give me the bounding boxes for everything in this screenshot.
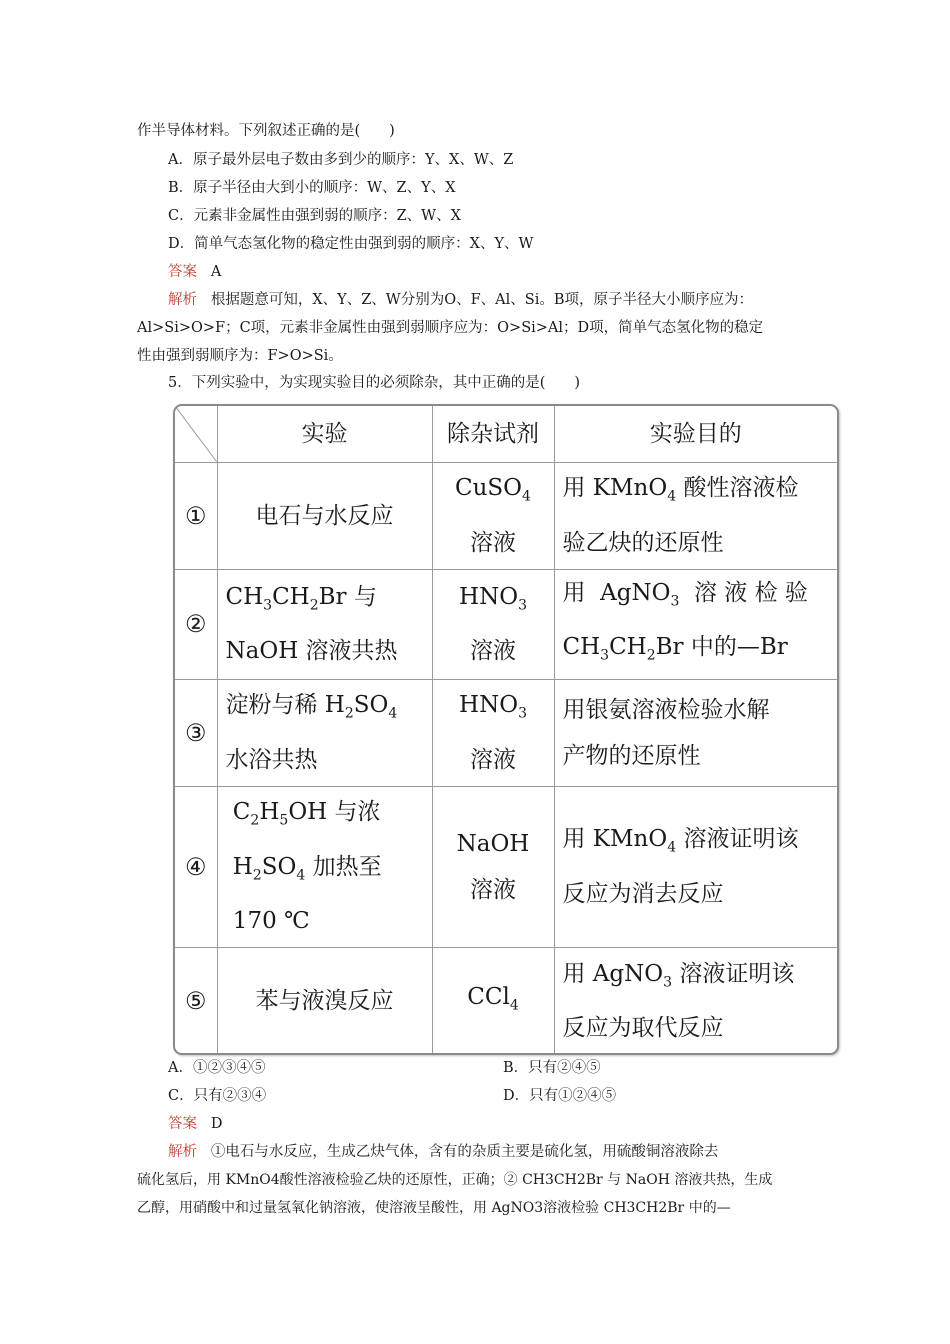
row-reagent: CuSO$_4$ 溶液 bbox=[432, 462, 554, 569]
row-number: ① bbox=[175, 462, 217, 569]
q4-option-a: A．原子最外层电子数由多到少的顺序：Y、X、W、Z bbox=[168, 152, 514, 168]
row-experiment: 苯与液溴反应 bbox=[217, 947, 432, 1054]
header-experiment: 实验 bbox=[217, 406, 432, 462]
row-experiment: $CH_3CH_2Br$ 与 NaOH 溶液共热 bbox=[217, 569, 432, 679]
q4-analysis-line-3: 性由强到弱顺序为：F>O>Si。 bbox=[137, 348, 343, 364]
table-header-row bbox=[175, 406, 837, 462]
table-row bbox=[175, 679, 837, 786]
q4-analysis-line-1 bbox=[168, 290, 753, 310]
q5-answer-value: D bbox=[210, 1116, 223, 1132]
q5-analysis-text-1: ①电石与水反应，生成乙炔气体，含有的杂质主要是硫化氢，用硫酸铜溶液除去 bbox=[210, 1144, 719, 1160]
q5-option-d: D．只有①②④⑤ bbox=[503, 1088, 617, 1104]
row-experiment: 电石与水反应 bbox=[217, 462, 432, 569]
header-reagent: 除杂试剂 bbox=[432, 406, 554, 462]
q4-analysis-line-2: Al>Si>O>F；C项，元素非金属性由强到弱顺序应为：O>Si>Al；D项，简单气态氢化物的稳定 bbox=[137, 320, 764, 336]
header-diagonal-cell bbox=[175, 406, 217, 462]
row-number: ② bbox=[175, 569, 217, 679]
q5-analysis-line-2: 硫化氢后，用 KMnO4酸性溶液检验乙炔的还原性，正确；② CH3CH2Br 与 NaOH 溶液共热，生成 bbox=[137, 1172, 773, 1188]
row-purpose: 用 KMnO$_4$ 酸性溶液检 验乙炔的还原性 bbox=[554, 462, 837, 569]
row-reagent: NaOH 溶液 bbox=[432, 786, 554, 947]
q4-stem-tail: 作半导体材料。下列叙述正确的是( ) bbox=[137, 123, 395, 139]
q5-option-b: B．只有②④⑤ bbox=[503, 1060, 601, 1076]
header-purpose: 实验目的 bbox=[554, 406, 837, 462]
row-number: ④ bbox=[175, 786, 217, 947]
q5-answer bbox=[168, 1114, 222, 1134]
q4-answer bbox=[168, 262, 221, 282]
q5-analysis-label: 解析 bbox=[168, 1144, 197, 1160]
experiment-table bbox=[173, 404, 839, 1055]
q4-option-b: B．原子半径由大到小的顺序：W、Z、Y、X bbox=[168, 180, 456, 196]
q4-analysis-label: 解析 bbox=[168, 292, 197, 308]
row-experiment: $C_2H_5OH$ 与浓 $H_2SO_4$ 加热至 170 ℃ bbox=[217, 786, 432, 947]
row-reagent: CCl$_4$ bbox=[432, 947, 554, 1054]
row-experiment: 淀粉与稀 $H_2SO_4$ 水浴共热 bbox=[217, 679, 432, 786]
q5-analysis-line-1 bbox=[168, 1142, 718, 1162]
q4-option-c: C．元素非金属性由强到弱的顺序：Z、W、X bbox=[168, 208, 461, 224]
row-purpose: 用 AgNO$_3$ 溶 液 检 验 $CH_3CH_2Br$ 中的—Br bbox=[554, 569, 837, 679]
q4-option-d: D．简单气态氢化物的稳定性由强到弱的顺序：X、Y、W bbox=[168, 236, 534, 252]
q4-answer-value: A bbox=[210, 264, 222, 280]
row-reagent: $HNO_3$ 溶液 bbox=[432, 569, 554, 679]
q4-analysis-text-1: 根据题意可知，X、Y、Z、W分别为O、F、Al、Si。B项，原子半径大小顺序应为： bbox=[210, 292, 753, 308]
table-row bbox=[175, 786, 837, 947]
q5-analysis-line-3: 乙醇，用硝酸中和过量氢氧化钠溶液，使溶液呈酸性，用 AgNO3溶液检验 CH3CH2Br 中的— bbox=[137, 1200, 731, 1216]
table-row bbox=[175, 462, 837, 569]
row-purpose: 用银氨溶液检验水解 产物的还原性 bbox=[554, 679, 837, 786]
table-row bbox=[175, 569, 837, 679]
row-number: ⑤ bbox=[175, 947, 217, 1054]
q4-answer-label: 答案 bbox=[168, 264, 197, 280]
diagonal-line bbox=[175, 406, 217, 462]
q5-question: 5．下列实验中，为实现实验目的必须除杂，其中正确的是( ) bbox=[168, 375, 581, 391]
q5-option-a: A．①②③④⑤ bbox=[168, 1060, 266, 1076]
row-reagent: $HNO_3$ 溶液 bbox=[432, 679, 554, 786]
table-row bbox=[175, 947, 837, 1054]
row-purpose: 用 AgNO$_3$ 溶液证明该 反应为取代反应 bbox=[554, 947, 837, 1054]
row-number: ③ bbox=[175, 679, 217, 786]
row-purpose: 用 KMnO$_4$ 溶液证明该 反应为消去反应 bbox=[554, 786, 837, 947]
q5-option-c: C．只有②③④ bbox=[168, 1088, 267, 1104]
q5-answer-label: 答案 bbox=[168, 1116, 197, 1132]
